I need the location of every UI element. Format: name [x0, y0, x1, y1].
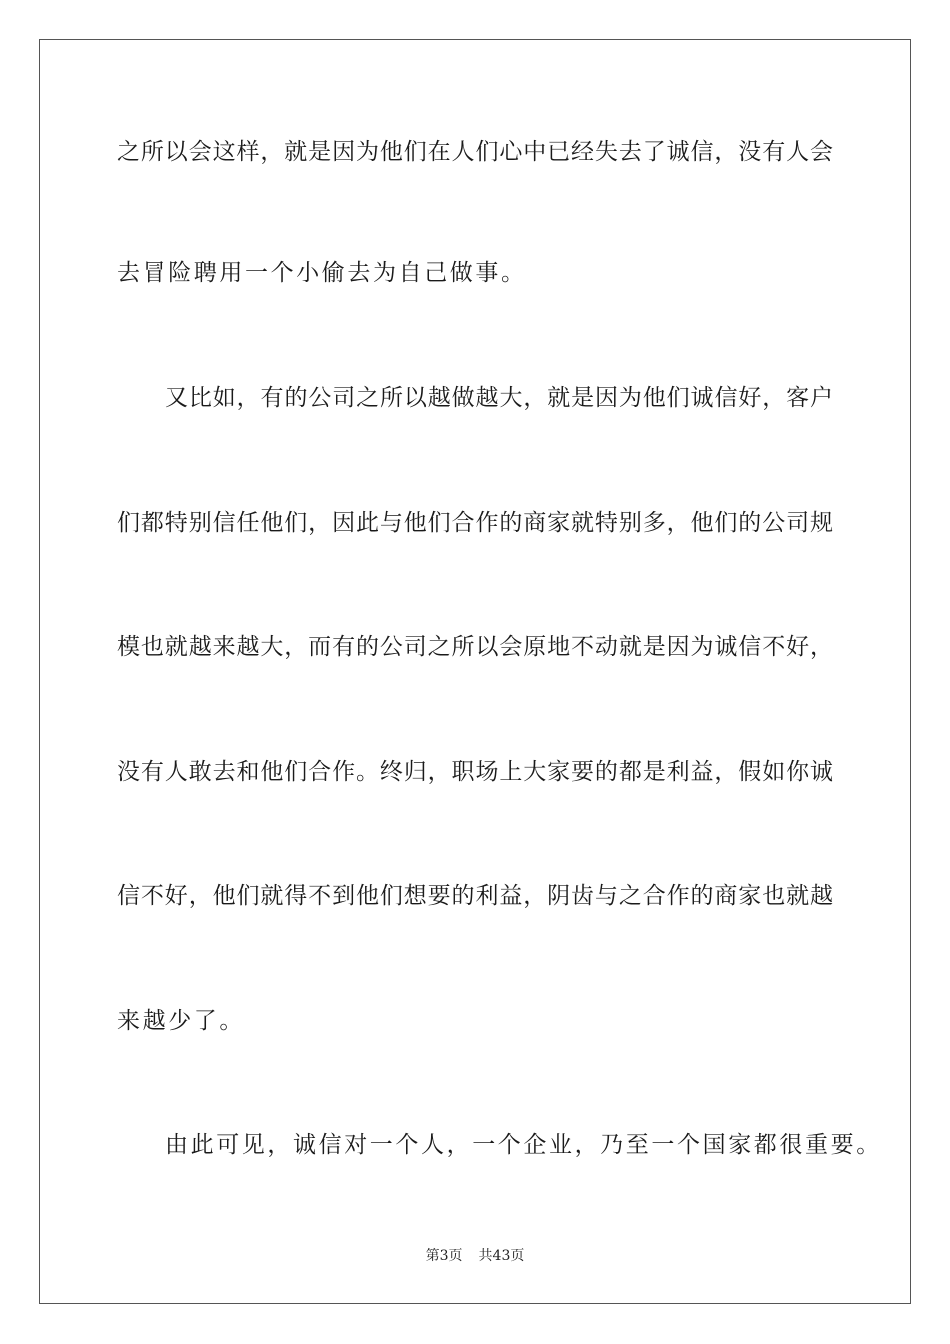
- body-line-4: 们都特别信任他们，因此与他们合作的商家就特别多，他们的公司规: [117, 510, 833, 536]
- body-line-5: 模也就越来越大，而有的公司之所以会原地不动就是因为诚信不好，: [117, 634, 833, 660]
- page-footer: [0, 1247, 950, 1265]
- body-line-1: 之所以会这样，就是因为他们在人们心中已经失去了诚信，没有人会: [117, 139, 833, 165]
- body-line-6: 没有人敢去和他们合作。终归，职场上大家要的都是利益，假如你诚: [117, 759, 833, 785]
- page-number: 第3页: [425, 1248, 463, 1264]
- total-pages: 共43页: [478, 1248, 525, 1264]
- body-line-3: 又比如，有的公司之所以越做越大，就是因为他们诚信好，客户: [165, 385, 833, 411]
- body-line-2: 去冒险聘用一个小偷去为自己做事。: [117, 260, 527, 286]
- body-line-9: 由此可见，诚信对一个人，一个企业，乃至一个国家都很重要。: [165, 1132, 882, 1158]
- page-frame: [39, 39, 911, 1304]
- body-line-7: 信不好，他们就得不到他们想要的利益，阴齿与之合作的商家也就越: [117, 883, 833, 909]
- body-line-8: 来越少了。: [117, 1008, 245, 1034]
